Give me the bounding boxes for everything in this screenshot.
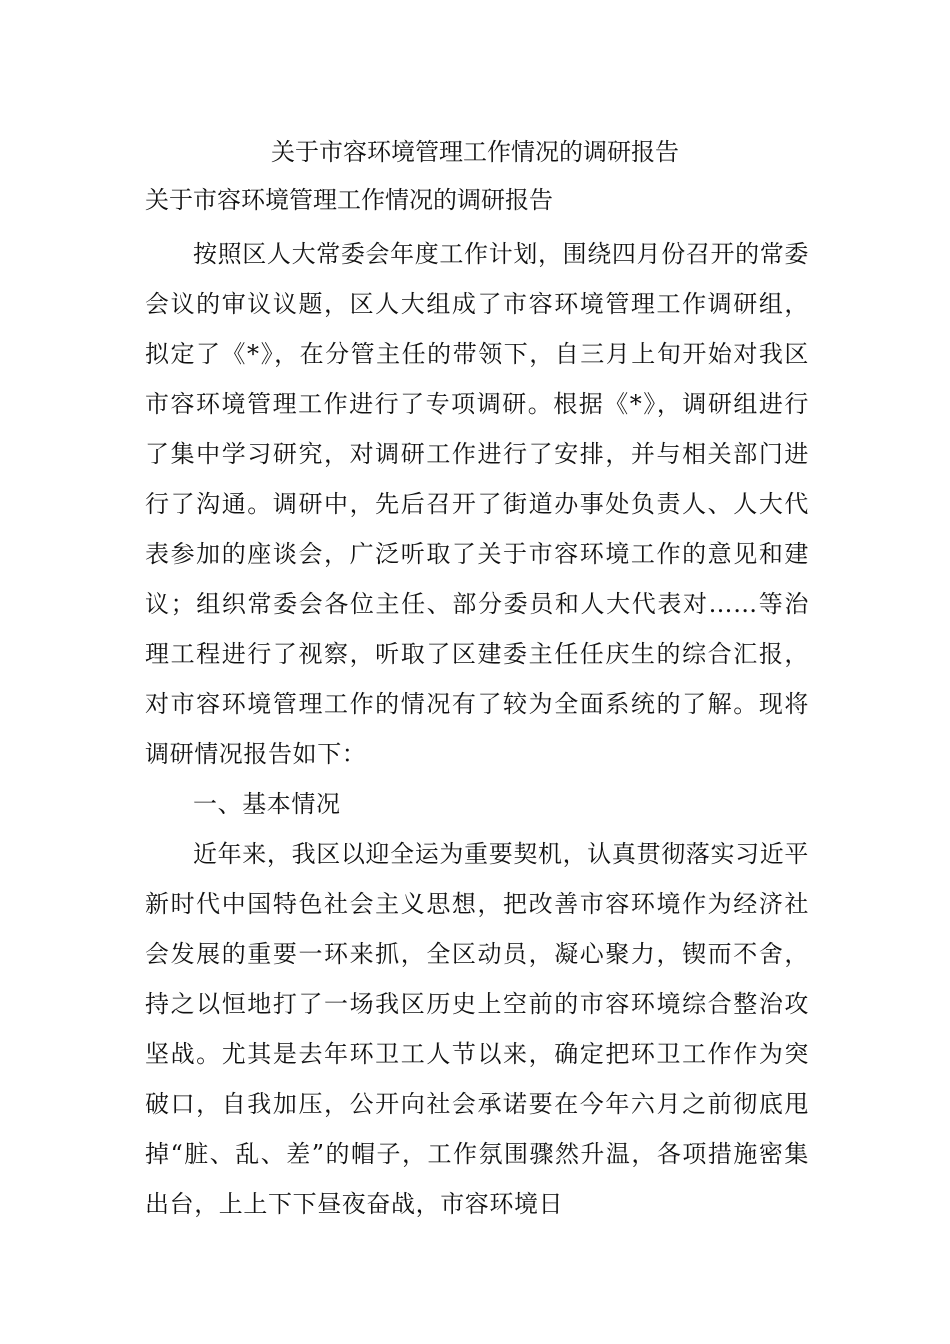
document-title: 关于市容环境管理工作情况的调研报告 <box>271 138 679 166</box>
section-heading-basic-situation: 一、基本情况 <box>193 790 341 818</box>
paragraph-intro: 按照区人大常委会年度工作计划，围绕四月份召开的常委会议的审议议题，区人大组成了市容环境管理工作调研组，拟定了《*》，在分管主任的带领下，自三月上旬开始对我区市容环境管理工作进行了专项调研。根据《*》，调研组进行了集中学习研究，对调研工作进行了安排，并与相关部门进行了沟通。调研中，先后召开了街道办事处负责人、人大代表参加的座谈会，广泛听取了关于市容环境工作的意见和建议；组织常委会各位主任、部分委员和人大代表对……等治理工程进行了视察，听取了区建委主任任庆生的综合汇报，对市容环境管理工作的情况有了较为全面系统的了解。现将调研情况报告如下： <box>145 240 809 768</box>
document-subtitle: 关于市容环境管理工作情况的调研报告 <box>145 186 553 214</box>
document-body <box>145 229 809 1229</box>
paragraph-basic-situation: 近年来，我区以迎全运为重要契机，认真贯彻落实习近平新时代中国特色社会主义思想，把改善市容环境作为经济社会发展的重要一环来抓，全区动员，凝心聚力，锲而不舍，持之以恒地打了一场我区历史上空前的市容环境综合整治攻坚战。尤其是去年环卫工人节以来，确定把环卫工作作为突破口，自我加压，公开向社会承诺要在今年六月之前彻底甩掉“脏、乱、差”的帽子，工作氛围骤然升温，各项措施密集出台，上上下下昼夜奋战，市容环境日 <box>145 840 809 1218</box>
